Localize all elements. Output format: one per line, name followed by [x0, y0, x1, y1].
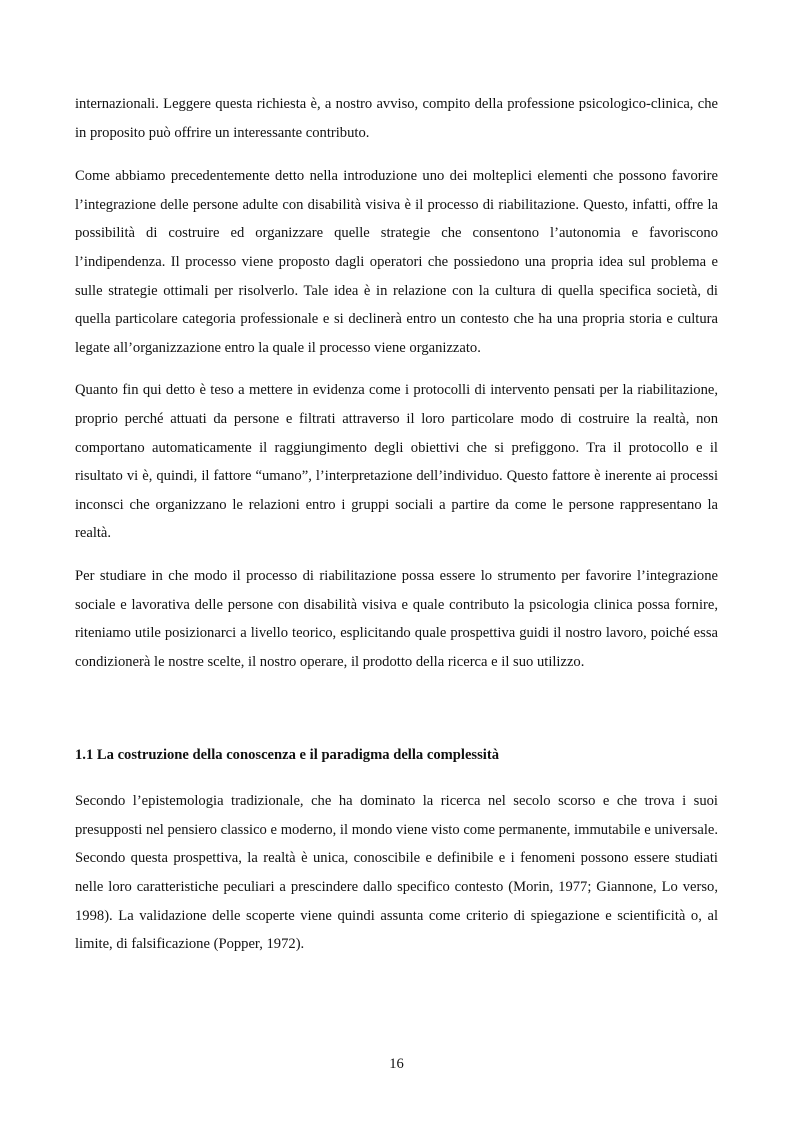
paragraph-epistemology: Secondo l’epistemologia tradizionale, che ha dominato la ricerca nel secolo scorso e che trova i suoi presupposti nel pensiero classico e moderno, il mondo viene visto come permanente, immutabile e universale. Secondo questa prospettiva, la realtà è unica, conoscibile e definibile e i fenomeni possono essere studiati nelle loro caratteristiche peculiari a prescindere dallo specifico contesto (Morin, 1977; Giannone, Lo verso, 1998). La validazione delle scoperte viene quindi assunta come criterio di spiegazione e scientificità o, al limite, di falsificazione (Popper, 1972).	[75, 793, 718, 953]
paragraph-continuation: internazionali. Leggere questa richiesta è, a nostro avviso, compito della professione psicologico-clinica, che in proposito può offrire un interessante contributo.	[75, 96, 718, 141]
page-body	[75, 90, 718, 973]
paragraph-theoretical-position: Per studiare in che modo il processo di riabilitazione possa essere lo strumento per favorire l’integrazione sociale e lavorativa delle persone con disabilità visiva e quale contributo la psicologia clinica possa fornire, riteniamo utile posizionarci a livello teorico, esplicitando quale prospettiva guidi il nostro lavoro, poiché essa condizionerà le nostre scelte, il nostro operare, il prodotto della ricerca e il suo utilizzo.	[75, 567, 718, 670]
page-number: 16	[389, 1056, 404, 1072]
section-heading: 1.1 La costruzione della conoscenza e il paradigma della complessità	[75, 747, 499, 764]
paragraph-protocols: Quanto fin qui detto è teso a mettere in evidenza come i protocolli di intervento pensati per la riabilitazione, proprio perché attuati da persone e filtrati attraverso il loro particolare modo di costruire la realtà, non comportano automaticamente il raggiungimento degli obiettivi che si prefiggono. Tra il protocollo e il risultato vi è, quindi, il fattore “umano”, l’interpretazione dell’individuo. Questo fattore è inerente ai processi inconsci che organizzano le relazioni entro i gruppi sociali a partire da come le persone rappresentano la realtà.	[75, 382, 718, 542]
paragraph-rehabilitation: Come abbiamo precedentemente detto nella introduzione uno dei molteplici elementi che possono favorire l’integrazione delle persone adulte con disabilità visiva è il processo di riabilitazione. Questo, infatti, offre la possibilità di costruire ed organizzare quelle strategie che consentono l’autonomia e favoriscono l’indipendenza. Il processo viene proposto dagli operatori che possiedono una propria idea sul problema e sulle strategie ottimali per risolverlo. Tale idea è in relazione con la cultura di quella specifica società, di quella particolare categoria professionale e si declinerà entro un contesto che ha una propria storia e cultura legate all’organizzazione entro la quale il processo viene organizzato.	[75, 168, 718, 356]
